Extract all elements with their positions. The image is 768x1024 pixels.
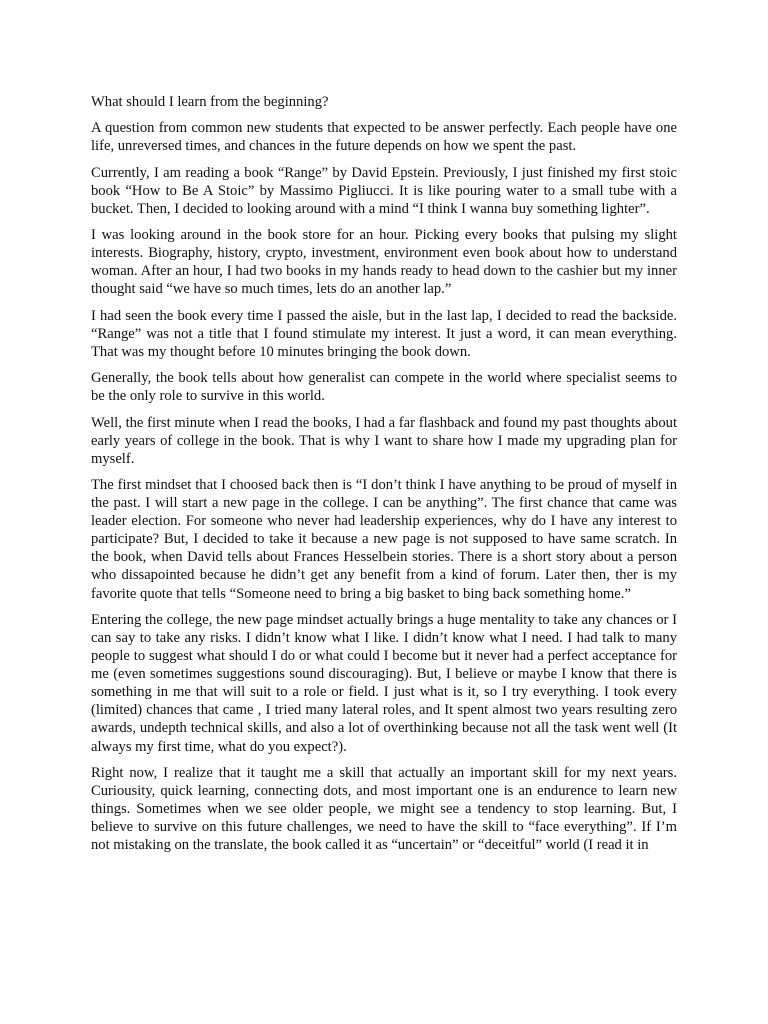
paragraph-9: Right now, I realize that it taught me a skill that actually an important skill for my next years. Curiousity, quick learning, connecting dots, and most important one is an endurence to learn new things. Sometimes when we see older people, we might see a tendency to stop learning. But, I believe to survive on this future challenges, we need to have the skill to “face everything”. If I’m not mistaking on the translate, the book called it as “uncertain” or “deceitful” world (I read it in	[91, 764, 677, 854]
paragraph-7: The first mindset that I choosed back then is “I don’t think I have anything to be proud of myself in the past. I will start a new page in the college. I can be anything”. The first chance that came was leader election. For someone who never had leadership experiences, why do I have any interest to participate? But, I decided to take it because a new page is not supposed to have same scratch. In the book, when David tells about Frances Hesselbein stories. There is a short story about a person who dissapointed because he didn’t get any benefit from a kind of forum. Later then, ther is my favorite quote that tells “Someone need to bring a big basket to bing back something home.”	[91, 477, 677, 602]
paragraph-3: I was looking around in the book store for an hour. Picking every books that pulsing my slight interests. Biography, history, crypto, investment, environment even book about how to understand woman. After an hour, I had two books in my hands ready to head down to the cashier but my inner thought said “we have so much times, lets do an another lap.”	[91, 227, 677, 298]
paragraph-1: A question from common new students that expected to be answer perfectly. Each people have one life, unreversed times, and chances in the future depends on how we spent the past.	[91, 120, 677, 155]
paragraph-2: Currently, I am reading a book “Range” by David Epstein. Previously, I just finished my first stoic book “How to Be A Stoic” by Massimo Pigliucci. It is like pouring water to a small tube with a bucket. Then, I decided to looking around with a mind “I think I wanna buy something lighter”.	[91, 164, 677, 217]
paragraph-4: I had seen the book every time I passed the aisle, but in the last lap, I decided to read the backside. “Range” was not a title that I found stimulate my interest. It just a word, it can mean everything. That was my thought before 10 minutes bringing the book down.	[91, 307, 677, 360]
document-heading: What should I learn from the beginning?	[91, 94, 329, 110]
document-page	[91, 93, 677, 862]
paragraph-5: Generally, the book tells about how generalist can compete in the world where specialist seems to be the only role to survive in this world.	[91, 370, 677, 405]
paragraph-8: Entering the college, the new page mindset actually brings a huge mentality to take any chances or I can say to take any risks. I didn’t know what I like. I didn’t know what I need. I had talk to many people to suggest what should I do or what could I become but it never had a perfect acceptance for me (even sometimes suggestions sound discouraging). But, I believe or maybe I know that there is something in me that will suit to a role or field. I just what is it, so I try everything. I took every (limited) chances that came , I tried many lateral roles, and It spent almost two years resulting zero awards, undepth technical skills, and also a lot of overthinking because not all the task went well (It always my first time, what do you expect?).	[91, 611, 677, 755]
paragraph-6: Well, the first minute when I read the books, I had a far flashback and found my past thoughts about early years of college in the book. That is why I want to share how I made my upgrading plan for myself.	[91, 414, 677, 467]
